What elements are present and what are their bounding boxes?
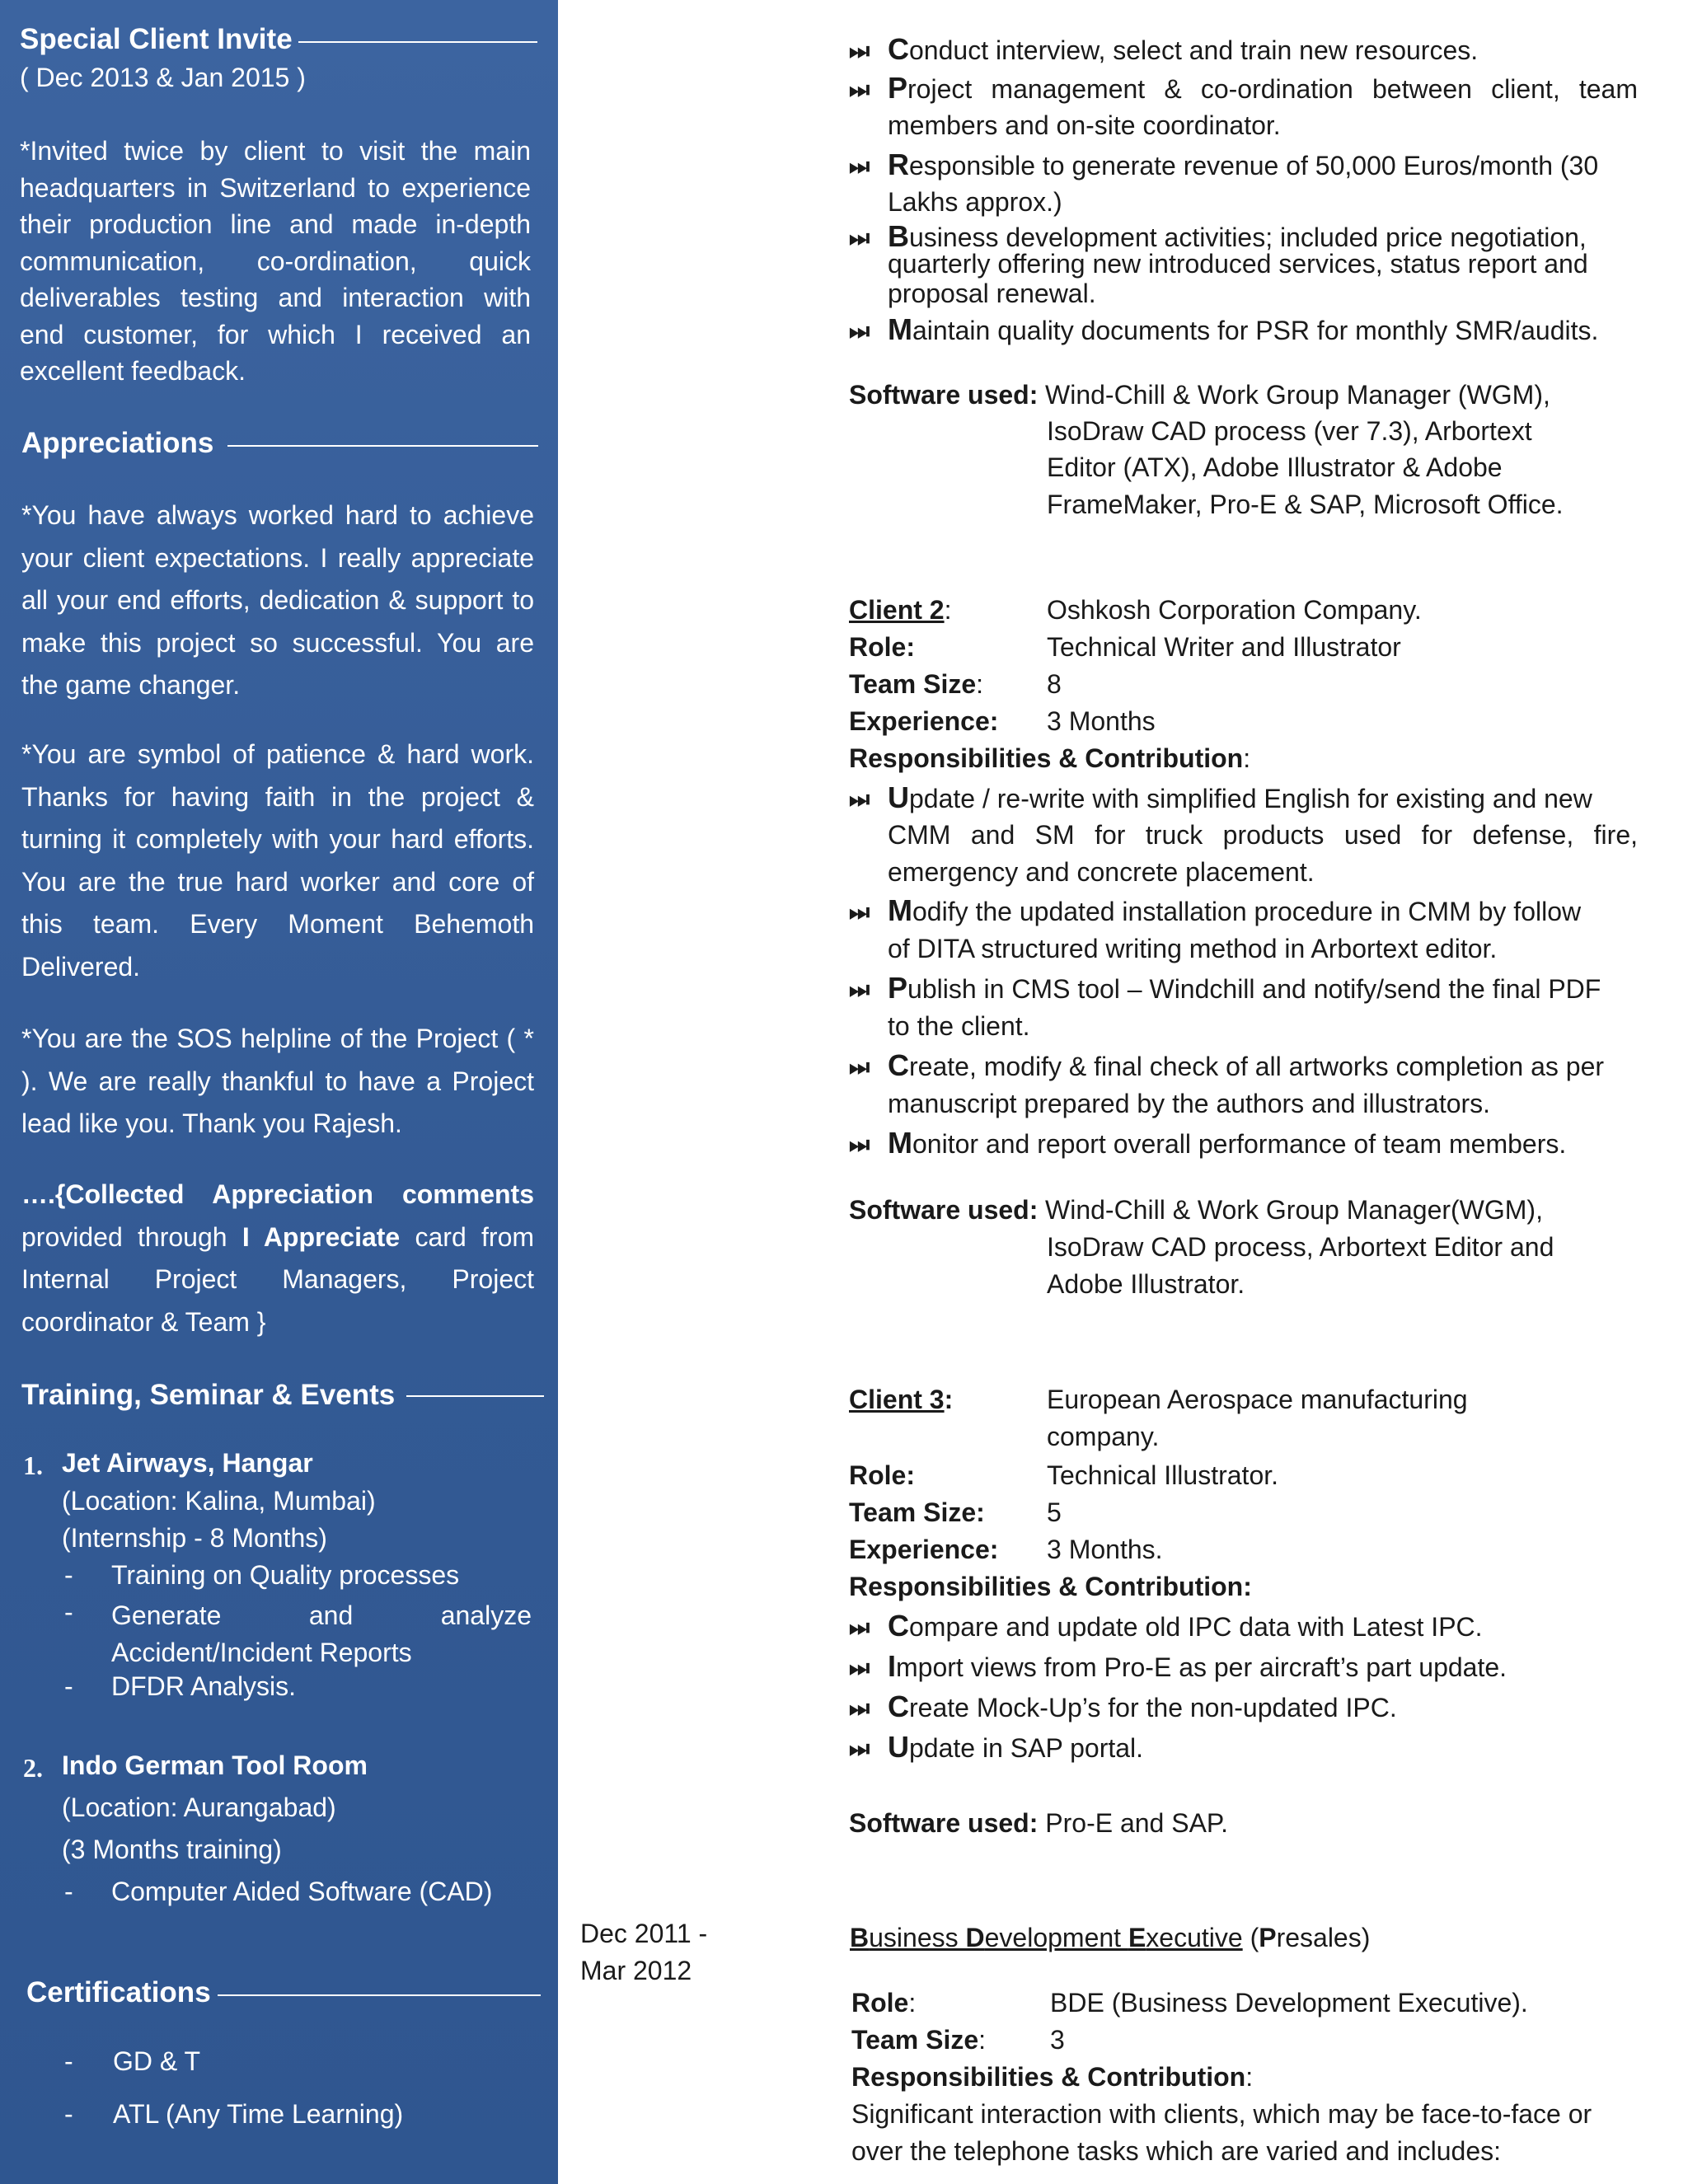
software-line: Adobe Illustrator. — [1047, 1269, 1245, 1299]
client2-bullet-cont: of DITA structured writing method in Arbortext editor. — [888, 934, 1498, 963]
training-subitem: Computer Aided Software (CAD) — [111, 1877, 493, 1906]
role-label: Role: — [851, 1988, 917, 2018]
software-line: Wind-Chill & Work Group Manager(WGM), — [1045, 1195, 1543, 1225]
fast-forward-icon: ⏭ — [849, 153, 870, 179]
collected-card-name: I Appreciate — [241, 1221, 401, 1252]
client2-value: Oshkosh Corporation Company. — [1047, 595, 1422, 625]
certification-item: GD & T — [113, 2046, 201, 2076]
experience-label: Experience: — [849, 706, 999, 736]
job-title: Business Development Executive (Presales) — [850, 1923, 1371, 1952]
collected-heading: ….{Collected Appreciation comments — [21, 1179, 534, 1209]
fast-forward-icon: ⏭ — [849, 786, 870, 812]
client3-value: company. — [1047, 1422, 1160, 1451]
sidebar: Special Client Invite ( Dec 2013 & Jan 2015 ) *Invited twice by client to visit the main headquarters in Switzerland to experience their production line and made in-depth communication, co-ordination, quick deliverables testing and interaction with end customer, for which I received an excellent feedback. Appreciations *You have always worked hard to achieve your client expectations. I really appreciate all your end efforts, dedication & support to make this project so successful. You are the game changer. *You are symbol of patience & hard work. Thanks for having faith in the project & turning it completely with your hard efforts. You are the true hard worker and core of this team. Every Moment Behemoth Delivered. *You are the SOS helpline of the Project ( * ). We are really thankful to have a Project lead like you. Thank you Rajesh. ….{Collected Appreciation comments provided through I Appreciate card from Internal Project Managers, Project coordinator & Team } Training, Seminar & Events 1. Jet Airways, Hangar (Location: Kalina, Mumbai) (Internship - 8 Months) - Training on Quality processes - Generate and analyze Accident/Incident Reports - DFDR Analysis. 2. Indo German Tool Room (Location: Aurangabad) (3 Months training) - Computer Aided Software (CAD) Certifications - GD & T - ATL (Any Time Learning) — [0, 0, 558, 2184]
software-line: IsoDraw CAD process, Arbortext Editor and — [1047, 1232, 1554, 1262]
special-invite-dates: ( Dec 2013 & Jan 2015 ) — [20, 63, 306, 92]
client2-bullet: Monitor and report overall performance of team members. — [888, 1126, 1567, 1160]
client1-bullet-cont: Lakhs approx.) — [888, 187, 1062, 217]
client3-label: Client 3: — [849, 1385, 954, 1414]
responsibilities-label: Responsibilities & Contribution: — [849, 743, 1251, 773]
training-item-name: Indo German Tool Room — [62, 1750, 368, 1780]
section-divider — [218, 1994, 541, 1996]
section-divider — [227, 445, 538, 447]
client2-bullet: Publish in CMS tool – Windchill and notify/send the final PDF — [888, 971, 1601, 1005]
client1-bullet: Responsible to generate revenue of 50,000 Euros/month (30 — [888, 148, 1599, 181]
special-invite-text: *Invited twice by client to visit the main headquarters in Switzerland to experience their production line and made in-depth communication, co-ordination, quick deliverables testing and interaction with end customer, for which I received an excellent feedback. — [20, 136, 531, 386]
software-line: FrameMaker, Pro-E & SAP, Microsoft Office. — [1047, 490, 1564, 519]
fast-forward-icon: ⏭ — [849, 1054, 870, 1080]
client1-bullet-cont: members and on-site coordinator. — [888, 110, 1281, 140]
training-subitem: DFDR Analysis. — [111, 1671, 297, 1701]
fast-forward-icon: ⏭ — [849, 977, 870, 1002]
software-label: Software used: — [849, 1195, 1039, 1225]
team-size-value: 5 — [1047, 1497, 1062, 1527]
responsibilities-text: Significant interaction with clients, which may be face-to-face or — [851, 2099, 1592, 2129]
appreciation-quote: *You are symbol of patience & hard work. Thanks for having faith in the project & turning it completely with your hard efforts. You are the true hard worker and core of this team. Every Moment Behemoth Delivered. — [21, 739, 534, 982]
software-line: IsoDraw CAD process (ver 7.3), Arbortext — [1047, 416, 1532, 446]
client2-bullet-cont: emergency and concrete placement. — [888, 857, 1315, 887]
job-date: Dec 2011 - — [580, 1919, 708, 1948]
section-divider — [406, 1395, 544, 1397]
appreciation-quote: *You have always worked hard to achieve your client expectations. I really appreciate all your end efforts, dedication & support to make this project so successful. You are the game changer. — [21, 500, 534, 700]
software-used: Software used: Pro-E and SAP. — [849, 1808, 1229, 1838]
special-invite-title: Special Client Invite — [20, 23, 293, 55]
collected-text: card from Internal Project Managers, Project coordinator & Team } — [21, 1221, 535, 1337]
client3-bullet: Create Mock-Up’s for the non-updated IPC. — [888, 1690, 1397, 1723]
software-label: Software used: — [849, 380, 1039, 410]
role-label: Role: — [849, 1460, 915, 1490]
appreciation-collected-note — [21, 1174, 534, 1343]
client1-bullet-cont: quarterly offering new introduced services, status report and — [888, 249, 1588, 279]
client2-bullet-cont: to the client. — [888, 1011, 1030, 1041]
fast-forward-icon: ⏭ — [849, 318, 870, 344]
client2-bullet: Update / re-write with simplified English for existing and new — [888, 780, 1592, 814]
fast-forward-icon: ⏭ — [849, 899, 870, 925]
training-item-location: (Location: Kalina, Mumbai) — [62, 1486, 376, 1516]
client1-bullet: Maintain quality documents for PSR for monthly SMR/audits. — [888, 312, 1599, 346]
training-item-name: Jet Airways, Hangar — [62, 1448, 313, 1478]
client2-bullet-cont: manuscript prepared by the authors and illustrators. — [888, 1089, 1491, 1118]
responsibilities-text: over the telephone tasks which are varied and includes: — [851, 2136, 1502, 2166]
role-label: Role: — [849, 632, 915, 662]
fast-forward-icon: ⏭ — [849, 1736, 870, 1761]
fast-forward-icon: ⏭ — [849, 38, 870, 63]
responsibilities-label: Responsibilities & Contribution: — [851, 2062, 1254, 2092]
training-item-number: 1. — [23, 1451, 43, 1480]
fast-forward-icon: ⏭ — [849, 1132, 870, 1157]
client2-bullet: Create, modify & final check of all artworks completion as per — [888, 1048, 1605, 1082]
certifications-title: Certifications — [26, 1976, 211, 2008]
client1-bullet-cont: proposal renewal. — [888, 279, 1096, 308]
fast-forward-icon: ⏭ — [849, 1695, 870, 1721]
team-size-label: Team Size: — [849, 1497, 985, 1527]
training-subitem: Generate and analyze Accident/Incident Reports — [111, 1601, 532, 1667]
client1-bullet: Project management & co-ordination between client, team — [888, 71, 1638, 105]
certification-item: ATL (Any Time Learning) — [113, 2099, 404, 2129]
software-line: Wind-Chill & Work Group Manager (WGM), — [1045, 380, 1550, 410]
team-size-label: Team Size: — [851, 2025, 987, 2055]
client3-value: European Aerospace manufacturing — [1047, 1385, 1468, 1414]
training-subitem: Training on Quality processes — [111, 1560, 460, 1590]
training-title: Training, Seminar & Events — [21, 1379, 396, 1411]
training-item-duration: (Internship - 8 Months) — [62, 1523, 327, 1553]
fast-forward-icon: ⏭ — [849, 225, 870, 251]
client2-bullet-cont: CMM and SM for truck products used for defense, fire, — [888, 820, 1638, 850]
role-value: Technical Writer and Illustrator — [1047, 632, 1401, 662]
experience-value: 3 Months — [1047, 706, 1156, 736]
appreciation-quote: *You are the SOS helpline of the Project ( * ). We are really thankful to have a Project lead like you. Thank you Rajesh. — [21, 1024, 534, 1138]
fast-forward-icon: ⏭ — [849, 1615, 870, 1640]
client1-bullet: Conduct interview, select and train new resources. — [888, 32, 1479, 66]
client3-bullet: Update in SAP portal. — [888, 1730, 1144, 1764]
experience-label: Experience: — [849, 1535, 999, 1564]
role-value: BDE (Business Development Executive). — [1050, 1988, 1528, 2018]
team-size-value: 3 — [1050, 2025, 1065, 2055]
client2-label: Client 2: — [849, 595, 952, 625]
fast-forward-icon: ⏭ — [849, 1655, 870, 1680]
collected-text: provided through — [21, 1221, 242, 1252]
client1-bullet: Business development activities; included price negotiation, — [888, 219, 1587, 253]
team-size-value: 8 — [1047, 669, 1062, 699]
training-item-number: 2. — [23, 1753, 43, 1783]
software-line: Editor (ATX), Adobe Illustrator & Adobe — [1047, 452, 1503, 482]
appreciations-title: Appreciations — [21, 427, 214, 459]
training-item-location: (Location: Aurangabad) — [62, 1793, 336, 1822]
section-divider — [298, 41, 537, 43]
client3-bullet: Compare and update old IPC data with Latest IPC. — [888, 1609, 1483, 1643]
client2-bullet: Modify the updated installation procedure in CMM by follow — [888, 893, 1582, 927]
role-value: Technical Illustrator. — [1047, 1460, 1279, 1490]
training-item-duration: (3 Months training) — [62, 1835, 282, 1864]
responsibilities-label: Responsibilities & Contribution: — [849, 1572, 1252, 1601]
fast-forward-icon: ⏭ — [849, 77, 870, 102]
job-date: Mar 2012 — [580, 1956, 692, 1985]
experience-value: 3 Months. — [1047, 1535, 1163, 1564]
team-size-label: Team Size: — [849, 669, 984, 699]
client3-bullet: Import views from Pro-E as per aircraft’s part update. — [888, 1649, 1507, 1683]
